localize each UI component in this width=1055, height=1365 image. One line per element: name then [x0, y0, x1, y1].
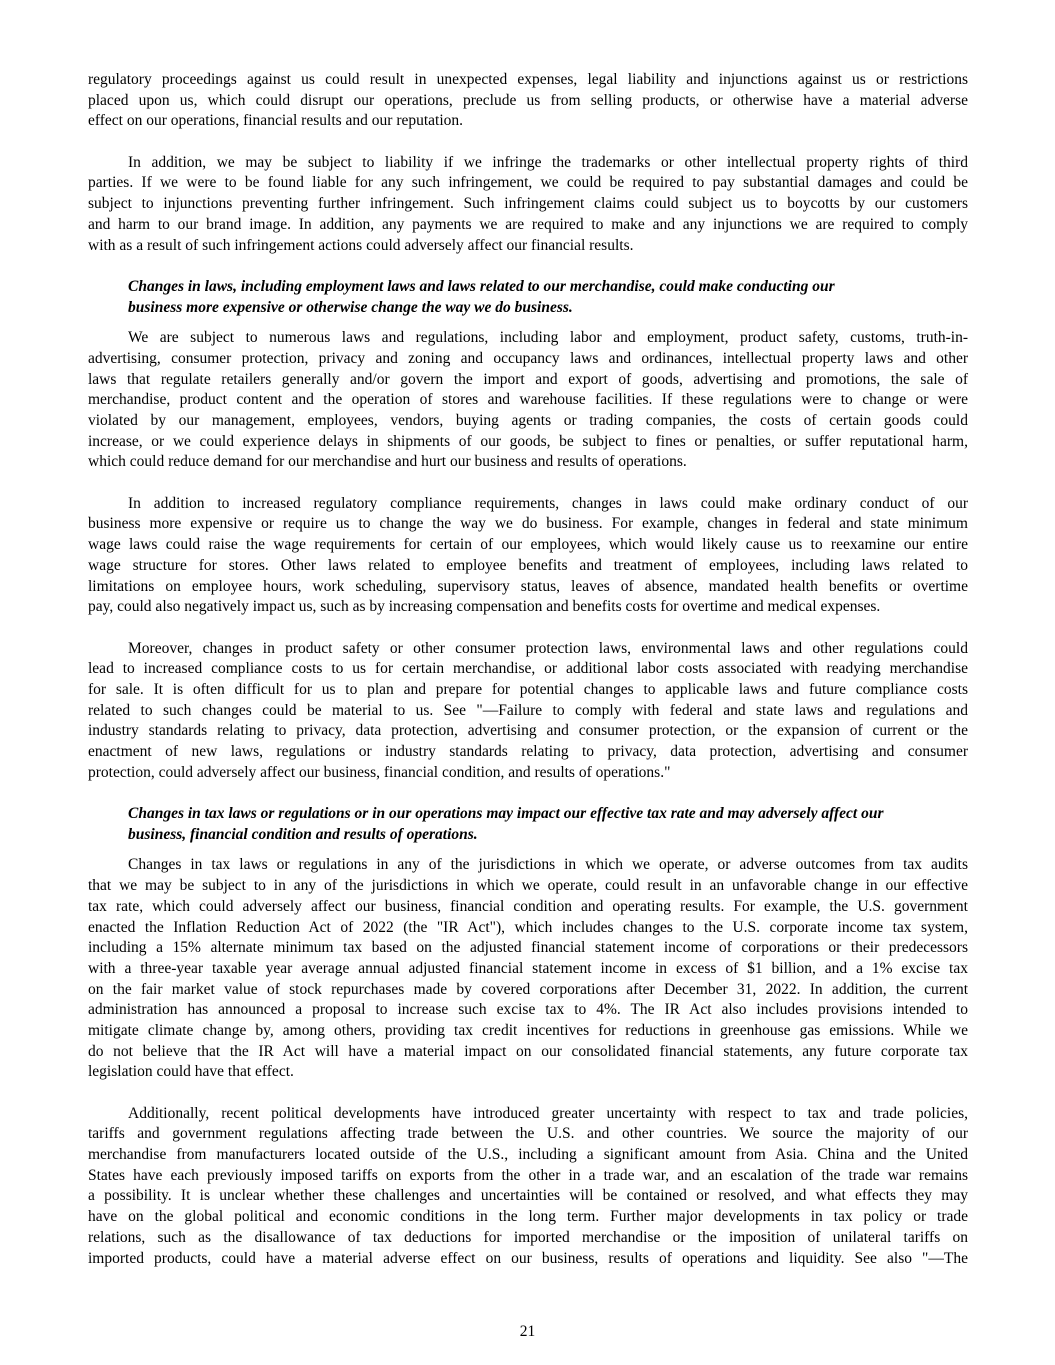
text-line: Changes in tax laws or regulations in any of the jurisdictions in which we operate, or adverse outcomes from tax audits — [128, 856, 968, 874]
text-line: lead to increased compliance costs to us for certain merchandise, or additional labor costs associated with readying merchandise — [88, 660, 968, 678]
text-line: In addition, we may be subject to liability if we infringe the trademarks or other intellectual property rights of third — [128, 153, 968, 171]
text-line: In addition to increased regulatory compliance requirements, changes in laws could make ordinary conduct of our — [128, 494, 968, 512]
text-line: industry standards relating to privacy, data protection, advertising and consumer protection, or the expansion of current or the — [88, 722, 968, 740]
text-line: violated by our management, employees, vendors, buying agents or trading companies, the costs of certain goods could — [88, 412, 968, 429]
text-line: do not believe that the IR Act will have a material impact on our consolidated financial statements, any future corporate tax — [88, 1042, 968, 1060]
text-line: wage structure for stores. Other laws related to employee benefits and treatment of employees, including laws related to — [88, 556, 968, 574]
text-line: effect on our operations, financial results and our reputation. — [88, 112, 464, 130]
text-line: regulatory proceedings against us could result in unexpected expenses, legal liability and injunctions against us or restrictions — [88, 71, 968, 88]
text-line: and harm to our brand image. In addition, any payments we are required to make and any injunctions we are required to comply — [88, 215, 968, 233]
text-line: wage laws could raise the wage requirements for certain of our employees, which would likely cause us to reexamine our entire — [88, 536, 968, 554]
page-number: 21 — [519, 1323, 536, 1340]
section-heading — [128, 804, 968, 845]
text-line: business more expensive or otherwise change the way we do business. — [128, 298, 573, 316]
text-line: Moreover, changes in product safety or other consumer protection laws, environmental laws and other regulations could — [128, 639, 968, 657]
body-paragraph — [88, 855, 968, 1083]
text-line: placed upon us, which could disrupt our operations, preclude us from selling products, or otherwise have a material adverse — [88, 91, 968, 109]
text-line: with a three-year taxable year average annual adjusted financial statement income in excess of $1 billion, and a 1% excise tax — [88, 959, 968, 977]
text-line: parties. If we were to be found liable for any such infringement, we could be required to pay substantial damages and could be — [88, 174, 968, 192]
text-line: related to such changes could be material to us. See "—Failure to comply with federal and state laws and regulations and — [88, 701, 968, 719]
text-line: States have each previously imposed tariffs on exports from the other in a trade war, and an escalation of the trade war remains — [88, 1166, 968, 1184]
body-paragraph — [88, 639, 968, 784]
text-line: for sale. It is often difficult for us to plan and prepare for potential changes to applicable laws and future compliance costs — [88, 680, 968, 698]
document-body — [88, 70, 968, 1290]
text-line: business more expensive or require us to change the way we do business. For example, changes in federal and state minimum — [88, 515, 968, 533]
text-line: laws that regulate retailers generally and/or govern the import and export of goods, advertising and promotions, the sale of — [88, 370, 968, 388]
body-paragraph — [88, 1104, 968, 1270]
text-line: subject to injunctions preventing further infringement. Such infringement claims could subject us to boycotts by our customers — [88, 195, 968, 213]
body-paragraph — [88, 153, 968, 256]
text-line: enactment of new laws, regulations or industry standards relating to privacy, data protection, advertising and consumer — [88, 743, 968, 760]
section-heading — [128, 277, 968, 318]
body-paragraph — [88, 328, 968, 473]
text-line: business, financial condition and results of operations. — [128, 825, 478, 843]
text-line: which could reduce demand for our merchandise and hurt our business and results of operations. — [88, 453, 687, 471]
text-line: a possibility. It is unclear whether these challenges and uncertainties will be contained or resolved, and what effects they may — [88, 1187, 968, 1205]
text-line: that we may be subject to in any of the jurisdictions in which we operate, could result in an unfavorable change in our effective — [88, 877, 968, 895]
text-line: merchandise, product content and the operation of stores and warehouse facilities. If these regulations were to change or were — [88, 391, 968, 409]
text-line: imported products, could have a material adverse effect on our business, results of operations and liquidity. See also "—The — [88, 1249, 968, 1267]
text-line: merchandise from manufacturers located outside of the U.S., including a significant amount from Asia. China and the United — [88, 1146, 968, 1164]
text-line: legislation could have that effect. — [88, 1063, 294, 1081]
body-paragraph — [88, 494, 968, 618]
text-line: Additionally, recent political developments have introduced greater uncertainty with respect to tax and trade policies, — [128, 1104, 968, 1122]
text-line: on the fair market value of stock repurchases made by covered corporations after December 31, 2022. In addition, the current — [88, 980, 968, 998]
text-line: protection, could adversely affect our business, financial condition, and results of operations." — [88, 763, 671, 781]
text-line: mitigate climate change by, among others, providing tax credit incentives for reductions in greenhouse gas emissions. While we — [88, 1021, 968, 1039]
text-line: advertising, consumer protection, privacy and zoning and occupancy laws and ordinances, intellectual property laws and other — [88, 349, 968, 367]
text-line: Changes in laws, including employment laws and laws related to our merchandise, could make conducting our — [128, 277, 835, 295]
text-line: with as a result of such infringement actions could adversely affect our financial results. — [88, 236, 634, 254]
text-line: increase, or we could experience delays in shipments of our goods, be subject to fines or penalties, or suffer reputational harm, — [88, 432, 968, 450]
text-line: including a 15% alternate minimum tax based on the adjusted financial statement income of corporations or their predecessors — [88, 939, 968, 957]
text-line: administration has announced a proposal to increase such excise tax to 4%. The IR Act also includes provisions intended to — [88, 1001, 968, 1019]
text-line: pay, could also negatively impact us, such as by increasing compensation and benefits costs for overtime and medical expenses. — [88, 598, 881, 616]
text-line: tariffs and government regulations affecting trade between the U.S. and other countries. We source the majority of our — [88, 1125, 968, 1143]
text-line: have on the global political and economic conditions in the long term. Further major developments in tax policy or trade — [88, 1208, 968, 1226]
text-line: We are subject to numerous laws and regulations, including labor and employment, product safety, customs, truth-in- — [128, 329, 968, 347]
text-line: relations, such as the disallowance of tax deductions for imported merchandise or the imposition of unilateral tariffs on — [88, 1228, 968, 1246]
text-line: limitations on employee hours, work scheduling, supervisory status, leaves of absence, mandated health benefits or overtime — [88, 577, 968, 595]
text-line: enacted the Inflation Reduction Act of 2022 (the "IR Act"), which includes changes to the U.S. corporate income tax system, — [88, 918, 968, 936]
body-paragraph — [88, 70, 968, 132]
text-line: Changes in tax laws or regulations or in our operations may impact our effective tax rate and may adversely affect our — [128, 805, 884, 823]
text-line: tax rate, which could adversely affect our business, financial condition and operating results. For example, the U.S. government — [88, 897, 968, 915]
